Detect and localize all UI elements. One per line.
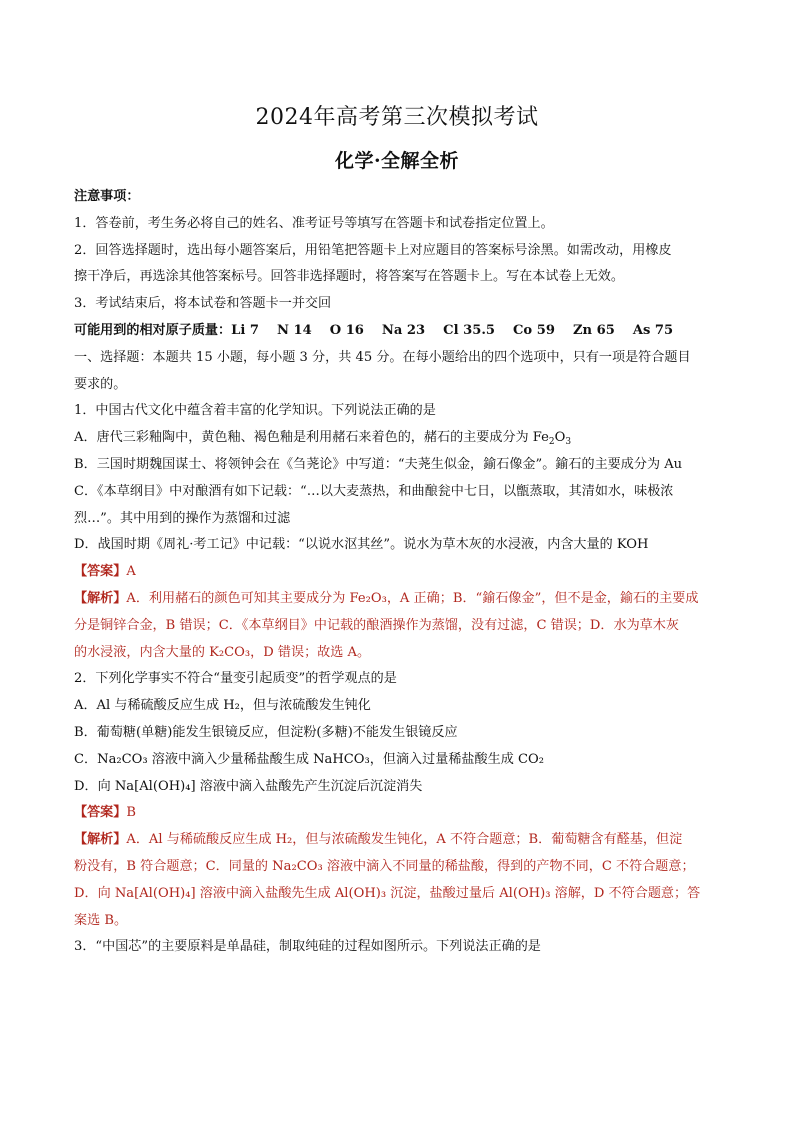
- q2-stem: 2．下列化学事实不符合“量变引起质变”的哲学观点的是: [74, 671, 397, 687]
- q1-analysis-2: 分是铜锌合金，B 错误；C．《本草纲目》中记载的酿酒操作为蒸馏，没有过滤，C 错误；D．水为草木灰: [74, 617, 679, 633]
- q1-option-c-cont: 烈…”。其中用到的操作为蒸馏和过滤: [74, 510, 291, 526]
- section-heading: 一、选择题：本题共 15 小题，每小题 3 分，共 45 分。在每小题给出的四个选项中，只有一项是符合题目: [74, 349, 691, 365]
- atomic-mass-line: [74, 318, 728, 345]
- q2-analysis-label: 【解析】: [74, 832, 127, 848]
- page-title: 2024年高考第三次模拟考试: [255, 105, 539, 130]
- q2-answer: [74, 800, 728, 827]
- q1-option-a-sub2: 3: [565, 437, 572, 448]
- page-subtitle: 化学·全解全析: [334, 150, 460, 172]
- q1-option-a-o: O: [554, 430, 566, 446]
- q1-stem: 1．中国古代文化中蕴含着丰富的化学知识。下列说法正确的是: [74, 403, 436, 419]
- q2-option-d: D．向 Na[Al(OH)₄] 溶液中滴入盐酸先产生沉淀后沉淀消失: [74, 778, 423, 794]
- q1-answer-value: A: [126, 564, 136, 580]
- atomic-mass-zn: Zn 65: [572, 322, 615, 338]
- notice-item-2b: 擦干净后，再选涂其他答案标号。回答非选择题时，将答案写在答题卡上。写在本试卷上无效。: [74, 269, 624, 285]
- q3-stem: 3．“中国芯”的主要原料是单晶硅，制取纯硅的过程如图所示。下列说法正确的是: [74, 939, 541, 955]
- notice-item-1: 1．答卷前，考生务必将自己的姓名、准考证号等填写在答题卡和试卷指定位置上。: [74, 215, 554, 231]
- section-heading-cont: 要求的。: [74, 376, 127, 392]
- q2-answer-value: B: [126, 805, 136, 821]
- q2-analysis-4: 案选 B。: [74, 912, 128, 928]
- q2-answer-label: 【答案】: [74, 805, 127, 821]
- atomic-mass-co: Co 59: [513, 322, 555, 338]
- notice-item-2a: 2．回答选择题时，选出每小题答案后，用铅笔把答题卡上对应题目的答案标号涂黑。如需改动，用橡皮: [74, 242, 672, 258]
- q1-answer-label: 【答案】: [74, 564, 127, 580]
- q1-answer: [74, 559, 728, 586]
- atomic-mass-cl: Cl 35.5: [443, 322, 496, 338]
- q1-option-b: B．三国时期魏国谋士、将领钟会在《刍荛论》中写道：“夫荛生似金，鍮石像金”。鍮石的主要成分为 Au: [74, 456, 683, 472]
- q1-option-c: C．《本草纲目》中对酿酒有如下记载：“…以大麦蒸热，和曲酿瓮中七日，以甑蒸取，其清如水，味极浓: [74, 483, 674, 499]
- document-body: [74, 184, 728, 961]
- q1-option-a-text: A．唐代三彩釉陶中，黄色釉、褐色釉是利用赭石来着色的，赭石的主要成分为 Fe: [74, 430, 549, 446]
- atomic-mass-o: O 16: [329, 322, 364, 338]
- notice-heading: 注意事项：: [74, 189, 140, 204]
- atomic-mass-na: Na 23: [381, 322, 426, 338]
- q2-option-b: B．葡萄糖(单糖)能发生银镜反应，但淀粉(多糖)不能发生银镜反应: [74, 724, 458, 740]
- q2-option-c: C．Na₂CO₃ 溶液中滴入少量稀盐酸生成 NaHCO₃，但滴入过量稀盐酸生成 CO₂: [74, 751, 544, 767]
- q2-option-a: A．Al 与稀硫酸反应生成 H₂，但与浓硫酸发生钝化: [74, 698, 371, 714]
- atomic-mass-n: N 14: [276, 322, 312, 338]
- atomic-mass-label: 可能用到的相对原子质量：: [74, 322, 232, 338]
- q1-analysis-text-1: A．利用赭石的颜色可知其主要成分为 Fe₂O₃，A 正确；B．“鍮石像金”，但不是金，鍮石的主要成: [126, 590, 699, 606]
- q1-option-a-sub1: 2: [548, 437, 555, 448]
- q2-analysis-3: D．向 Na[Al(OH)₄] 溶液中滴入盐酸先生成 Al(OH)₃ 沉淀，盐酸过量后 Al(OH)₃ 溶解，D 不符合题意；答: [74, 885, 701, 901]
- q2-analysis-2: 粉没有，B 符合题意；C．同量的 Na₂CO₃ 溶液中滴入不同量的稀盐酸，得到的产物不同，C 不符合题意；: [74, 858, 695, 874]
- q1-analysis-label: 【解析】: [74, 590, 127, 606]
- q1-analysis-1: [74, 586, 728, 613]
- atomic-mass-as: As 75: [632, 322, 674, 338]
- atomic-mass-li: Li 7: [231, 322, 259, 338]
- q2-analysis-1: [74, 827, 728, 854]
- notice-item-3: 3．考试结束后，将本试卷和答题卡一并交回: [74, 296, 332, 312]
- q1-option-a: [74, 425, 728, 452]
- q1-analysis-3: 的水浸液，内含大量的 K₂CO₃，D 错误；故选 A。: [74, 644, 371, 660]
- q1-option-d: D．战国时期《周礼·考工记》中记载：“以说水沤其丝”。说水为草木灰的水浸液，内含大量的 KOH: [74, 537, 649, 553]
- q2-analysis-text-1: A．Al 与稀硫酸反应生成 H₂，但与浓硫酸发生钝化，A 不符合题意；B．葡萄糖含有醛基，但淀: [126, 832, 683, 848]
